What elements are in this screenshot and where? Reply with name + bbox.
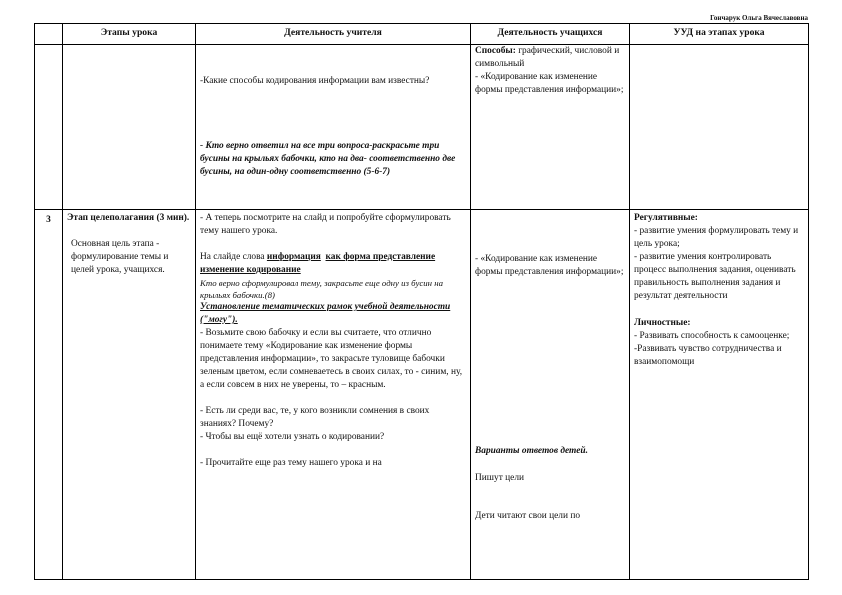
stage-goal: Основная цель этапа - формулирование темы и целей урока, учащихся. xyxy=(71,239,169,275)
student-answer-2: - «Кодирование как изменение формы представления информации»; xyxy=(475,72,624,95)
table-row xyxy=(35,45,809,210)
student-line-4: Дети читают свои цели по xyxy=(475,511,581,521)
student-answer-1 xyxy=(475,45,625,71)
teacher-note: - Кто верно ответил на все три вопроса-раскрасьте три бусины на крыльях бабочки, кто на два- соответственно две бусины, на один-одну соответственно (5-6-7) xyxy=(200,141,456,177)
header-uud: УУД на этапах урока xyxy=(630,24,809,45)
uud-personal-1: - Развивать способность к самооценке; xyxy=(634,331,790,341)
student-line-2: Варианты ответов детей. xyxy=(475,446,588,456)
author-name: Гончарук Ольга Вячеславовна xyxy=(710,14,808,22)
uud-regulative-1: - развитие умения формулировать тему и цель урока; xyxy=(634,226,799,249)
teacher-line-2-word: информация xyxy=(266,252,321,262)
teacher-line-2-prefix: На слайде слова xyxy=(200,252,267,262)
teacher-line-1: - А теперь посмотрите на слайд и попробуйте сформулировать тему нашего урока. xyxy=(200,213,451,236)
row2-num: 3 xyxy=(35,210,63,580)
student-answer-1-label: Способы: xyxy=(475,46,516,56)
student-line-1: - «Кодирование как изменение формы представления информации»; xyxy=(475,254,624,277)
teacher-line-4: Установление тематических рамок учебной деятельности ("могу"). xyxy=(200,302,451,325)
teacher-line-5: - Возьмите свою бабочку и если вы считаете, что отлично понимаете тему «Кодирование как изменение формы представления информации», то закрасьте туловище бабочки зеленым цветом, если сомневаетесь в своих силах, то - синим, ну, а если совсем в них не уверены, то – красным. xyxy=(200,328,463,390)
teacher-line-8: - Прочитайте еще раз тему нашего урока и на xyxy=(200,458,382,468)
header-students: Деятельность учащихся xyxy=(471,24,630,45)
uud-personal-title: Личностные: xyxy=(634,318,691,328)
uud-personal-2: -Развивать чувство сотрудничества и взаимопомощи xyxy=(634,344,782,367)
row1-students xyxy=(471,45,630,210)
header-row xyxy=(35,24,809,45)
row1-teacher xyxy=(196,45,471,210)
teacher-line-6: - Есть ли среди вас, те, у кого возникли сомнения в своих знаниях? Почему? xyxy=(200,406,430,429)
row2-teacher xyxy=(196,210,471,580)
teacher-line-2-words: как форма представление изменение кодирование xyxy=(200,252,436,275)
row1-uud xyxy=(630,45,809,210)
uud-regulative-title: Регулятивные: xyxy=(634,213,698,223)
stage-title: Этап целеполагания (3 мин). xyxy=(67,213,190,223)
lesson-table xyxy=(34,23,809,580)
teacher-line-7: - Чтобы вы ещё хотели узнать о кодировании? xyxy=(200,432,385,442)
row2-students xyxy=(471,210,630,580)
header-num xyxy=(35,24,63,45)
teacher-line-3: Кто верно сформулировал тему, закрасьте еще одну из бусин на крыльях бабочки.(8) xyxy=(200,278,444,300)
student-answer-1-text: графический, числовой и символьный xyxy=(475,46,620,69)
table-row xyxy=(35,210,809,580)
uud-regulative-2: - развитие умения контролировать процесс выполнения задания, оценивать правильность выполнения задания и результат деятельности xyxy=(634,252,796,301)
row1-num xyxy=(35,45,63,210)
student-line-3: Пишут цели xyxy=(475,473,525,483)
row2-uud xyxy=(630,210,809,580)
teacher-question: -Какие способы кодирования информации вам известны? xyxy=(200,76,430,86)
teacher-line-2 xyxy=(200,251,466,277)
row2-stage xyxy=(63,210,196,580)
row1-stage xyxy=(63,45,196,210)
header-teacher: Деятельность учителя xyxy=(196,24,471,45)
header-stages: Этапы урока xyxy=(63,24,196,45)
